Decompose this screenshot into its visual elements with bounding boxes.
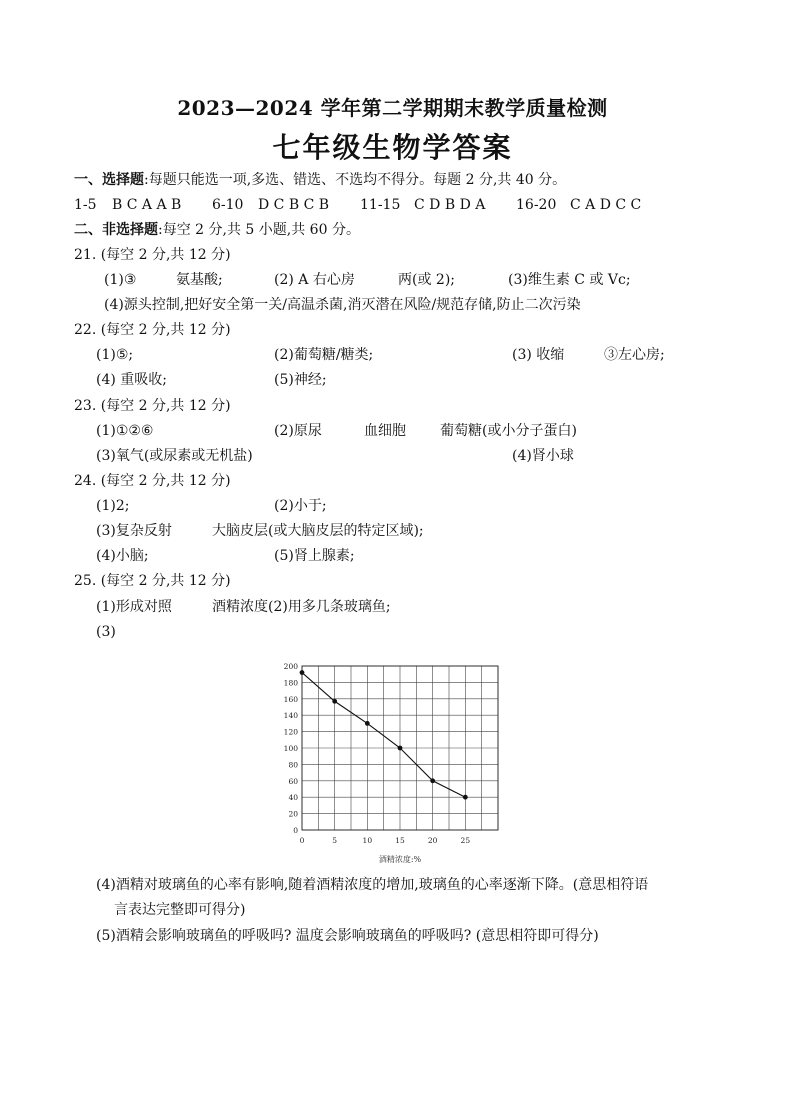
mc-answer-group: C A D C C bbox=[570, 197, 642, 213]
y-tick-label: 40 bbox=[288, 793, 298, 803]
y-tick-label: 160 bbox=[283, 694, 298, 704]
q21-row1 bbox=[104, 270, 724, 290]
data-point bbox=[398, 746, 403, 751]
q24-row2 bbox=[96, 521, 596, 541]
section1-header bbox=[74, 170, 566, 190]
mc-answers bbox=[74, 195, 734, 215]
q25-answer-3: (3) bbox=[96, 624, 116, 640]
y-tick-label: 140 bbox=[283, 711, 298, 721]
q24-header: 24. (每空 2 分,共 12 分) bbox=[74, 473, 231, 489]
x-tick-label: 20 bbox=[427, 836, 438, 845]
q23-answer-4: (4)肾小球 bbox=[512, 448, 574, 464]
q22-row2 bbox=[96, 370, 496, 390]
q21-answer-2: (2) A 右心房 bbox=[274, 272, 355, 288]
data-point bbox=[463, 795, 468, 800]
y-tick-label: 180 bbox=[283, 678, 298, 688]
mc-answer-group: D C B C B bbox=[258, 197, 330, 213]
data-point bbox=[430, 778, 435, 783]
q24-answer-4: (4)小脑; bbox=[96, 548, 149, 564]
q25-header: 25. (每空 2 分,共 12 分) bbox=[74, 573, 231, 589]
q23-row1 bbox=[96, 421, 716, 441]
q24-answer-5: (5)肾上腺素; bbox=[274, 548, 355, 564]
q25-answer-1: (1)形成对照 bbox=[96, 599, 172, 615]
q24-answer-3b: 大脑皮层(或大脑皮层的特定区域); bbox=[212, 523, 424, 539]
mc-range: 11-15 bbox=[360, 197, 401, 213]
x-axis-label: 酒精浓度:% bbox=[378, 855, 422, 864]
q22-answer-3b: ③左心房; bbox=[604, 347, 665, 363]
x-tick-label: 15 bbox=[395, 836, 405, 845]
q25-row1 bbox=[96, 597, 596, 617]
y-tick-label: 20 bbox=[288, 809, 298, 819]
y-tick-label: 0 bbox=[293, 826, 298, 835]
x-tick-label: 0 bbox=[299, 836, 305, 845]
q23-header: 23. (每空 2 分,共 12 分) bbox=[74, 398, 231, 414]
q25-answer-4-cont: 言表达完整即可得分) bbox=[114, 902, 246, 918]
q21-header: 21. (每空 2 分,共 12 分) bbox=[74, 247, 231, 263]
y-tick-label: 120 bbox=[283, 727, 298, 737]
heart-rate-line-chart bbox=[268, 654, 518, 874]
data-point bbox=[300, 670, 305, 675]
q21-answer-1b: 氨基酸; bbox=[176, 272, 223, 288]
q24-row1 bbox=[96, 496, 496, 516]
q24-row3 bbox=[96, 546, 496, 566]
q25-answer-1b: 酒精浓度(2)用多几条玻璃鱼; bbox=[212, 599, 391, 615]
q21-answer-2b: 两(或 2); bbox=[398, 272, 455, 288]
mc-answer-group: B C A A B bbox=[112, 197, 182, 213]
q22-answer-4: (4) 重吸收; bbox=[96, 372, 167, 388]
q21-answer-3: (3)维生素 C 或 Vc; bbox=[508, 272, 631, 288]
q23-row2 bbox=[96, 446, 716, 466]
q22-header: 22. (每空 2 分,共 12 分) bbox=[74, 322, 231, 338]
section1-heading: 一、选择题 bbox=[74, 172, 144, 188]
section2-heading: 二、非选择题 bbox=[74, 222, 158, 238]
q22-answer-1: (1)⑤; bbox=[96, 347, 134, 363]
mc-answer-group: C D B D A bbox=[414, 197, 486, 213]
data-point bbox=[365, 721, 370, 726]
q22-answer-2: (2)葡萄糖/糖类; bbox=[274, 347, 374, 363]
x-tick-label: 25 bbox=[460, 836, 471, 845]
q22-row1 bbox=[96, 345, 716, 365]
y-tick-label: 100 bbox=[283, 744, 298, 753]
mc-range: 16-20 bbox=[516, 197, 557, 213]
q23-answer-3: (3)氧气(或尿素或无机盐) bbox=[96, 448, 253, 464]
x-tick-label: 5 bbox=[332, 836, 338, 845]
section1-desc: :每题只能选一项,多选、错选、不选均不得分。每题 2 分,共 40 分。 bbox=[144, 172, 567, 188]
q21-answer-4: (4)源头控制,把好安全第一关/高温杀菌,消灭潜在风险/规范存储,防止二次污染 bbox=[104, 297, 581, 313]
section2-header bbox=[74, 220, 360, 240]
q23-answer-1: (1)①②⑥ bbox=[96, 423, 154, 439]
q22-answer-5: (5)神经; bbox=[274, 372, 327, 388]
section2-desc: :每空 2 分,共 5 小题,共 60 分。 bbox=[158, 222, 360, 238]
exam-title: 2023—2024 学年第二学期期末教学质量检测 bbox=[177, 96, 608, 120]
q21-answer-1: (1)③ bbox=[104, 272, 137, 288]
answer-title: 七年级生物学答案 bbox=[272, 131, 513, 164]
q25-answer-4: (4)酒精对玻璃鱼的心率有影响,随着酒精浓度的增加,玻璃鱼的心率逐渐下降。(意思相符语 bbox=[96, 877, 649, 893]
y-tick-label: 200 bbox=[283, 662, 298, 671]
q24-answer-2: (2)小于; bbox=[274, 498, 327, 514]
mc-range: 1-5 bbox=[74, 197, 97, 213]
y-tick-label: 60 bbox=[288, 776, 298, 786]
x-tick-label: 10 bbox=[362, 836, 373, 845]
y-tick-label: 80 bbox=[288, 760, 298, 770]
q22-answer-3: (3) 收缩 bbox=[512, 347, 565, 363]
mc-range: 6-10 bbox=[212, 197, 244, 213]
q25-answer-5: (5)酒精会影响玻璃鱼的呼吸吗? 温度会影响玻璃鱼的呼吸吗? (意思相符即可得分) bbox=[96, 928, 599, 944]
q24-answer-3: (3)复杂反射 bbox=[96, 523, 172, 539]
data-point bbox=[332, 699, 337, 704]
q24-answer-1: (1)2; bbox=[96, 498, 130, 514]
q23-answer-2c: 葡萄糖(或小分子蛋白) bbox=[440, 423, 577, 439]
q23-answer-2b: 血细胞 bbox=[364, 423, 406, 439]
q23-answer-2: (2)原尿 bbox=[274, 423, 322, 439]
